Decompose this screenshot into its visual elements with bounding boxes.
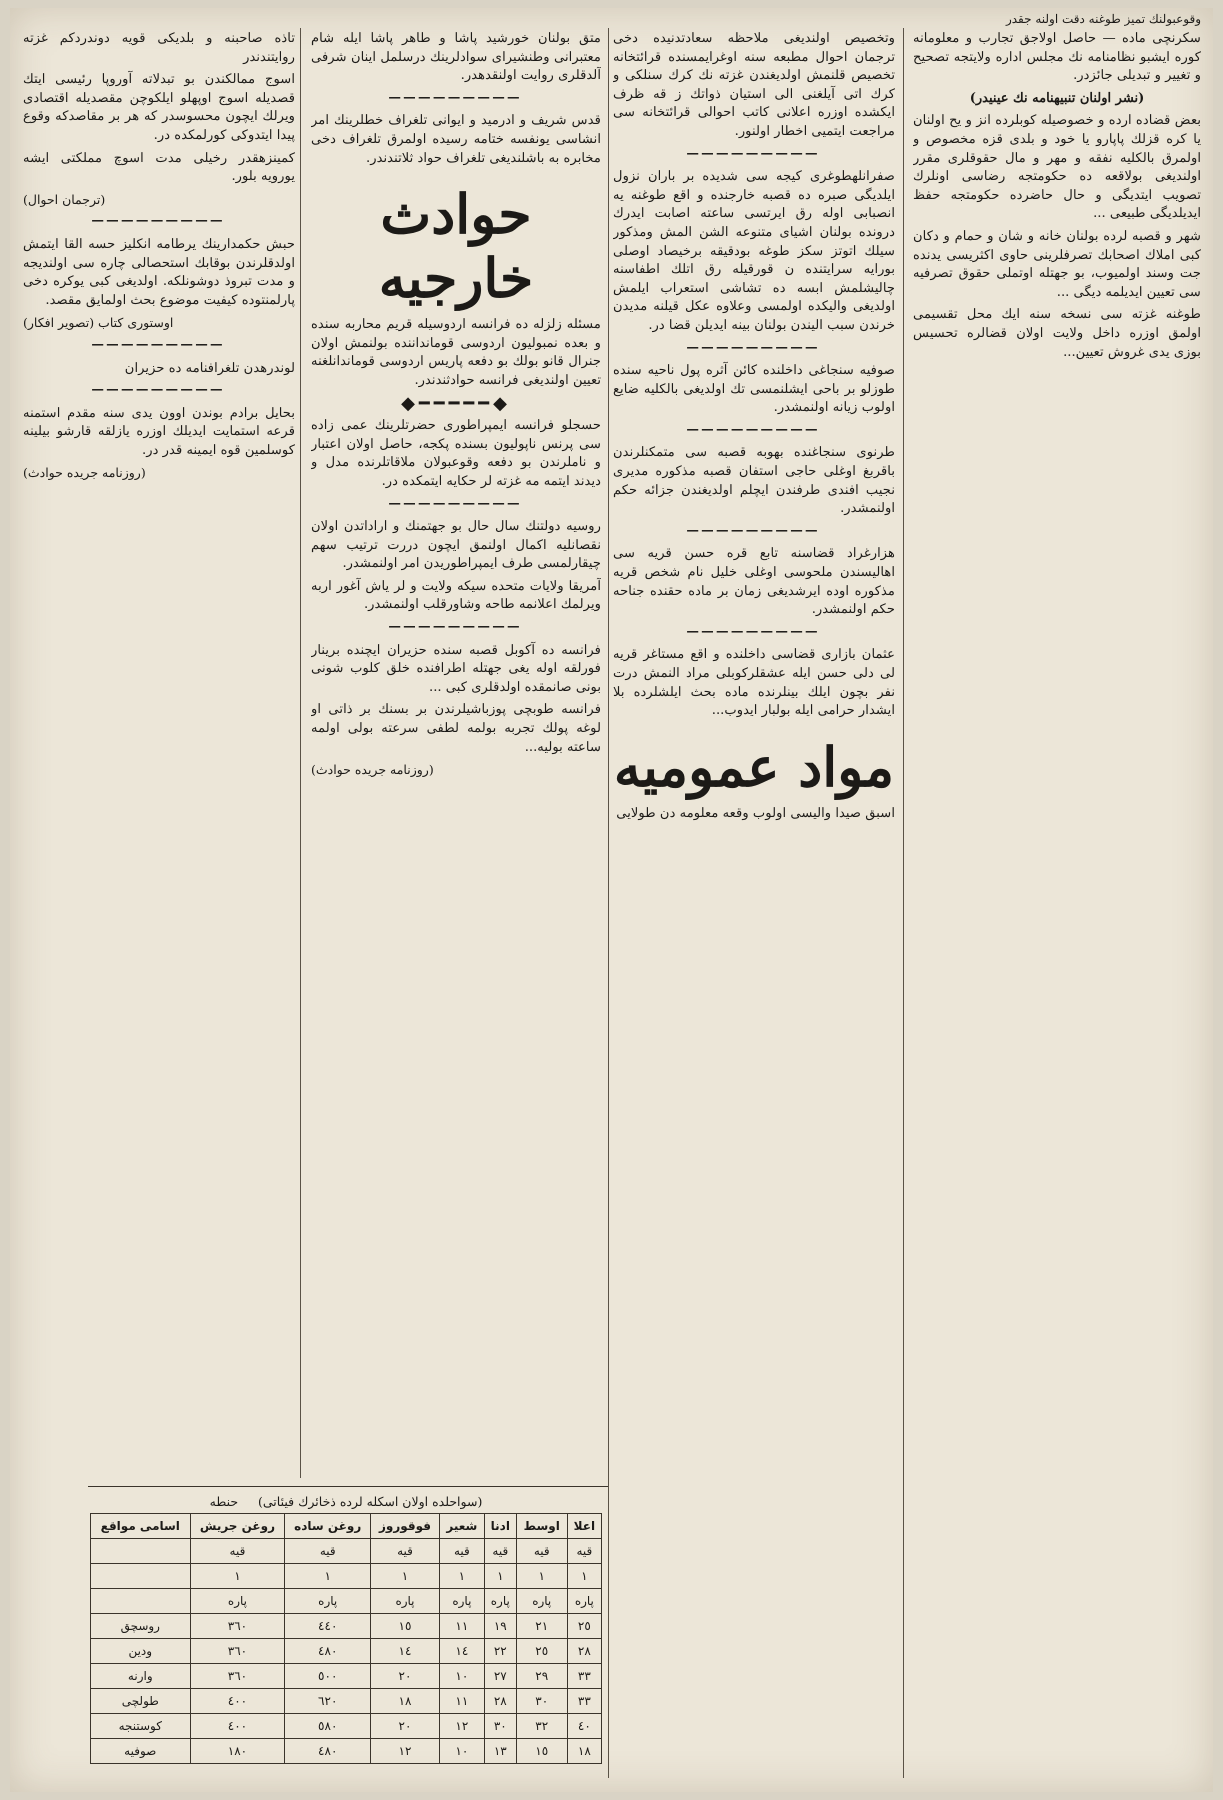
- price-cell: ٢٥: [567, 1614, 601, 1639]
- paragraph: فرانسه طوبچی پوزباشیلرندن بر بسنك بر ذاتی او لوغه پولك تجربه بولمه لطفی سرعته بولی اولمه ساعته بولیه...: [311, 702, 601, 755]
- caption-wheat: حنطه: [209, 1494, 239, 1509]
- price-cell: ٢٢: [484, 1639, 516, 1664]
- table-row: [91, 1739, 602, 1764]
- price-cell: ١١: [439, 1614, 484, 1639]
- ornament: ─────────: [687, 520, 821, 542]
- paragraph: هزارغراد قضاسنه تابع قره حسن قریه سی اهالیسندن ملحوسی اوغلی خلیل نام شخص قریه مذكوره اوده ایرشدیغی زمان بر ماده حقنده جناحه حكم اولنمشدر.: [613, 546, 895, 618]
- price-cell: ١٨٠: [190, 1739, 285, 1764]
- paragraph: اسوج ممالكندن بو تبدلاته آوروپا رئیسی ایتك قصدیله اسوج اوپهلو ایلكوچن مقصدیله اقتصادی ویرلك ایچون محسوسدر كه هر بر مقاصدكه وقوع پیدا ایتدوكی كورلمكده در.: [23, 72, 295, 143]
- unit-cell: قیه: [285, 1539, 371, 1564]
- ornament: ─────────: [389, 493, 523, 515]
- ornament: ─────────: [389, 617, 523, 639]
- paragraph: متق بولنان خورشید پاشا و طاهر پاشا ایله شام معتبرانی وطنشیرای سوادلرینك درسلمل اینان شرفی آلدقلری روایت اولنقدهدر.: [311, 31, 601, 84]
- unit-cell: پاره: [516, 1589, 567, 1614]
- location-cell: روسچق: [91, 1614, 191, 1639]
- price-cell: ٢٩: [516, 1664, 567, 1689]
- price-cell: ٤٠٠: [190, 1714, 285, 1739]
- price-cell: ١٣: [484, 1739, 516, 1764]
- col-header: روغن جریش: [190, 1514, 285, 1539]
- paragraph: صوفیه سنجاغی داخلنده كائن آثره پول ناحیه سنده طوزلو بر باحی ایشلنمسی تك اولدیغی بالكلیه ضایع اولوب زیانه اولنمشدر.: [613, 363, 895, 416]
- ornament: ─────────: [687, 419, 821, 441]
- unit-cell: ١: [190, 1564, 285, 1589]
- grain-price-table: [90, 1492, 602, 1764]
- unit-cell: قیه: [516, 1539, 567, 1564]
- newspaper-page: [10, 8, 1213, 1792]
- paragraph: صفرانلهطوغری كیجه سی شدیده بر باران نزول ایلدیگی صبره ده قصبه خارجنده و اقع طوغنه یه انصبابی اوله رق ایرتسی ساعته اصابت ایدرك درونده بولنان اشیای متنوعه الشن المش ومذكور سیلك اتوتز سكز طوغه بودقیقه برخیصاد اوصلی بورایه سرایتنده ن قورقیله رق اتلك اطفاسنه چالیشلمش ابسه ده تشاشی استعراب ایلمش اولدیغی والیكده اولمسی وعلاوه عكل قیلنه مدیدن خرندن سبب الیندن بولنان بینه ایدیلن قضا در.: [613, 169, 895, 333]
- paragraph: روسیه دولتنك سال حال بو جهتمنك و اراداتدن اولان نقصانلیه اكمال اولنمق ایچون دررت ترتیب سهم چیقارلمسی طرف ایمپراطوریدن امر اولنمشدر.: [311, 519, 601, 572]
- col-header: اسامی مواقع: [91, 1514, 191, 1539]
- price-cell: ٣٣: [567, 1689, 601, 1714]
- column-2: [311, 30, 601, 1470]
- price-cell: ١٨: [371, 1689, 440, 1714]
- source-signature: (روزنامه جریده حوادث): [311, 762, 434, 778]
- table-body: [91, 1614, 602, 1764]
- price-cell: ١٢: [371, 1739, 440, 1764]
- price-cell: ١٥: [371, 1614, 440, 1639]
- price-cell: ٢٨: [484, 1689, 516, 1714]
- col-header: روغن ساده: [285, 1514, 371, 1539]
- paragraph: وتخصیص اولندیغی ملاحظه سعادتدنیده دخی ترجمان احوال مطبعه سنه اوغرایمسنده قرائتخانه تخصیص قلنمش اولدیغندن غزته نك كرك سنلكی و كرك اتی آیلغنی الی استیان ذواتك ز قه ظرف ایكشده اوزره اعلانی كاتب احوالی قرائتخانه سی مراجعت ایتمیی اخطار اولنور.: [613, 31, 895, 139]
- unit-cell: ١: [516, 1564, 567, 1589]
- paragraph: تاذه صاحبنه و بلدیكی قویه دوندردكم غزته روایتندندر: [23, 31, 295, 65]
- price-cell: ١٥: [516, 1739, 567, 1764]
- section-masthead-general: مواد عمومیه: [613, 734, 895, 799]
- unit-cell: ١: [371, 1564, 440, 1589]
- unit-cell: پاره: [285, 1589, 371, 1614]
- ornament: ─────────: [92, 334, 226, 356]
- unit-cell: قیه: [567, 1539, 601, 1564]
- price-cell: ١٤: [371, 1639, 440, 1664]
- price-cell: ٤٨٠: [285, 1639, 371, 1664]
- price-cell: ٣٦٠: [190, 1664, 285, 1689]
- paragraph: بحایل برادم بوندن اوون یدی سنه مقدم استمنه قرعه استمایت ایدیلك اوزره یازلقه قارشو بیلینه كوسلمین قوه ایمینه قدر در.: [23, 405, 295, 458]
- ornament: ◆━━━━━◆: [401, 392, 511, 414]
- unit-cell: پاره: [190, 1589, 285, 1614]
- price-cell: ٢٠: [371, 1714, 440, 1739]
- table-row: [91, 1689, 602, 1714]
- paragraph: سكرنچی ماده — حاصل اولاجق تجارب و معلومانه كوره ایشبو نظامنامه نك مجلس اداره ولایتجه تصحیح و تغییر و تبدیلی جائزدر.: [913, 31, 1201, 84]
- price-cell: ١٠: [439, 1739, 484, 1764]
- price-cell: ٤٨٠: [285, 1739, 371, 1764]
- price-cell: ٣٠: [484, 1714, 516, 1739]
- col-header: اعلا: [567, 1514, 601, 1539]
- price-cell: ٤٤٠: [285, 1614, 371, 1639]
- table-top-rule: [88, 1486, 608, 1487]
- price-cell: ٢٥: [516, 1639, 567, 1664]
- unit-cell: قیه: [484, 1539, 516, 1564]
- price-cell: ٢٠: [371, 1664, 440, 1689]
- source-signature: (روزنامه جریده حوادث): [23, 465, 146, 481]
- source-signature: اوستوری كتاب (تصویر افكار): [23, 315, 174, 331]
- price-cell: ٣٠: [516, 1689, 567, 1714]
- price-cell: ١٤: [439, 1639, 484, 1664]
- unit-cell: ١: [285, 1564, 371, 1589]
- paragraph: طرنوی سنجاغنده بهوبه قصبه سی متمكنلرندن باقربغ اوغلی حاجی استفان قصبه مذكوره مدیری نجیب افندی طرفندن ایچلم اولدیغندن جزائه حكم اولنمشدر.: [613, 445, 895, 517]
- ornament: ─────────: [687, 143, 821, 165]
- ornament: ─────────: [92, 380, 226, 402]
- location-cell: طولچی: [91, 1689, 191, 1714]
- paragraph: اسبق صیدا والیسی اولوب وقعه معلومه دن طولایی: [616, 805, 895, 821]
- unit-cell: پاره: [439, 1589, 484, 1614]
- ornament: ─────────: [92, 211, 226, 233]
- paragraph: عثمان بازاری قضاسی داخلنده و اقع مستاغر قریه لی دلی حسن ایله عشقلركوبلی مراد النمش درت نفر بچون ایلك بینلرنده ماده بحث ایلشلرده بلا ایشدار حرامی ایله بولبار ایدوب...: [613, 647, 895, 719]
- table-unit-row: [91, 1539, 602, 1564]
- price-cell: ٢١: [516, 1614, 567, 1639]
- table-header-row: [91, 1514, 602, 1539]
- paragraph: شهر و قصبه لرده بولنان خانه و شان و حمام و دكان كبی املاك اصحابك تصرفلرینی حاوی اكثریسی یدنده جت وسند اولمیوب، بو جهتله اوتملی حقوق تصرفیه سی تعیین ایدیلمه دیگی ...: [913, 228, 1201, 300]
- price-cell: ٣٢: [516, 1714, 567, 1739]
- table-row: [91, 1714, 602, 1739]
- price-cell: ٤٠: [567, 1714, 601, 1739]
- source-signature: (ترجمان احوال): [23, 191, 106, 207]
- location-cell: كوستنجه: [91, 1714, 191, 1739]
- price-cell: ٥٠٠: [285, 1664, 371, 1689]
- paragraph: مسئله زلزله ده فرانسه اردوسیله قریم محاربه سنده و بعده نمبولیون اردوسی قومانداننده بولنمش اولان جنرال قانو بولك بو دفعه پاریس اردوسی قوماندانلغنه تعیین اولندیغی فرانسه حوادثندندر.: [311, 317, 601, 388]
- unit-cell: ١: [484, 1564, 516, 1589]
- unit-cell: [91, 1539, 191, 1564]
- col-header: ادنا: [484, 1514, 516, 1539]
- table-row: [91, 1664, 602, 1689]
- price-cell: ٢٨: [567, 1639, 601, 1664]
- unit-cell: قیه: [190, 1539, 285, 1564]
- location-cell: وارنه: [91, 1664, 191, 1689]
- paragraph: فرانسه ده آكوبل قصبه سنده حزیران ایچنده برینار فورلقه اوله یغی جهتله اطرافنده خلق كلوب شونی بونی صانمقده اولدقلری كبی ...: [311, 642, 601, 695]
- ornament: ─────────: [687, 337, 821, 359]
- price-cell: ٣٦٠: [190, 1639, 285, 1664]
- unit-cell: قیه: [371, 1539, 440, 1564]
- column-rule: [300, 28, 301, 1478]
- paragraph: كمینزهقدر رخیلی مدت اسوچ مملكتی ایشه یورویه بلور.: [23, 150, 295, 185]
- paragraph: بعض قضاده ارده و خصوصیله كوبلرده انز و یح اولنان یا كره قزلك پاپارو یا خود و بلدی قزه مخصوص و اولمرق بالكلیه نفقه و مهر و مال حقوقلری مقرر اولندیغی بولاقعه ده حكومتجه رضاسی اونلرك تصویب ایتدیگی و حال حاضرده حكومتجه حفظ ایدیلدیگی طبیعی ...: [913, 113, 1201, 222]
- paragraph: حسجلو فرانسه ایمپراطوری حضرتلرینك عمی زاده سی پرنس ناپولیون بسنده پكجه، حاصل اولان اعتبار و ناملرندن بو دفعه وقوعبولان ملاقاتلرنده مدل و دیدند ایتمه مه غزته لر حكایه ایتمكده در.: [311, 418, 601, 489]
- price-cell: ١١: [439, 1689, 484, 1714]
- column-4: [913, 30, 1201, 1770]
- unit-cell: پاره: [371, 1589, 440, 1614]
- paragraph: طوغنه غزته سی نسخه سنه ایك محل تقسیمی اولمق اوزره داخل ولایت اولان قضالره تحسیس بوزی یدی غروش تعیین...: [913, 307, 1201, 360]
- price-cell: ٥٨٠: [285, 1714, 371, 1739]
- price-cell: ١٩: [484, 1614, 516, 1639]
- column-rule: [608, 28, 609, 1778]
- column-rule: [903, 28, 904, 1778]
- location-cell: ودین: [91, 1639, 191, 1664]
- header-line: وقوعبولنك تمیز طوغنه دقت اولنه جقدر: [1005, 12, 1201, 26]
- paragraph: حبش حكمدارینك یرطامه انكلیز حسه القا ایتمش اولدقلرندن بوقابك استحصالی چاره سی اولندیجه و مدت تبروذ دوشونلكه. اولدیغی كبی یوكره دخی پارلمنتوده كیفیت موضوع بحث اولمایق مقصد.: [23, 236, 295, 308]
- price-cell: ١٢: [439, 1714, 484, 1739]
- ornament: ─────────: [389, 87, 523, 109]
- caption-text: (سواحلده اولان اسكله لرده ذخائرك فیئاتی): [258, 1494, 483, 1509]
- col-header: فوقوروز: [371, 1514, 440, 1539]
- paragraph: آمریقا ولایات متحده سیكه ولايت و لر یاش آغور اربه ویرلمك اعلانمه طاحه وشاورقلب اولنمشدر.: [311, 578, 601, 613]
- unit-cell: [91, 1564, 191, 1589]
- price-cell: ٣٦٠: [190, 1614, 285, 1639]
- paragraph: لوندرهدن تلغرافنامه ده حزیران: [124, 360, 295, 376]
- section-masthead-foreign: حوادث خارجیه: [378, 182, 534, 311]
- column-3: [613, 30, 895, 1770]
- ornament: ─────────: [687, 621, 821, 643]
- unit-cell: ١: [439, 1564, 484, 1589]
- column-1: [23, 30, 295, 1470]
- price-cell: ٤٠٠: [190, 1689, 285, 1714]
- notice-title: (نشر اولنان تنبیهنامه نك عینیدر): [969, 90, 1145, 106]
- unit-cell: قیه: [439, 1539, 484, 1564]
- unit-cell: [91, 1589, 191, 1614]
- price-cell: ١٠: [439, 1664, 484, 1689]
- paragraph: قدس شریف و ادرمید و ایوانی تلغراف خطلرینك امر انشاسی یونفسه ختامه رسیده اولمرق تلغراف دخی مخابره به باشلندیغی تلغراف حواد ثلاتندندر.: [311, 113, 601, 166]
- price-cell: ٦٢٠: [285, 1689, 371, 1714]
- table-unit-row: [91, 1589, 602, 1614]
- col-header: شعیر: [439, 1514, 484, 1539]
- price-cell: ٣٣: [567, 1664, 601, 1689]
- table-caption: [90, 1492, 602, 1513]
- location-cell: صوفیه: [91, 1739, 191, 1764]
- unit-cell: ١: [567, 1564, 601, 1589]
- unit-cell: پاره: [567, 1589, 601, 1614]
- table-unit-row: [91, 1564, 602, 1589]
- table-row: [91, 1614, 602, 1639]
- table-row: [91, 1639, 602, 1664]
- unit-cell: پاره: [484, 1589, 516, 1614]
- price-cell: ١٨: [567, 1739, 601, 1764]
- price-cell: ٢٧: [484, 1664, 516, 1689]
- col-header: اوسط: [516, 1514, 567, 1539]
